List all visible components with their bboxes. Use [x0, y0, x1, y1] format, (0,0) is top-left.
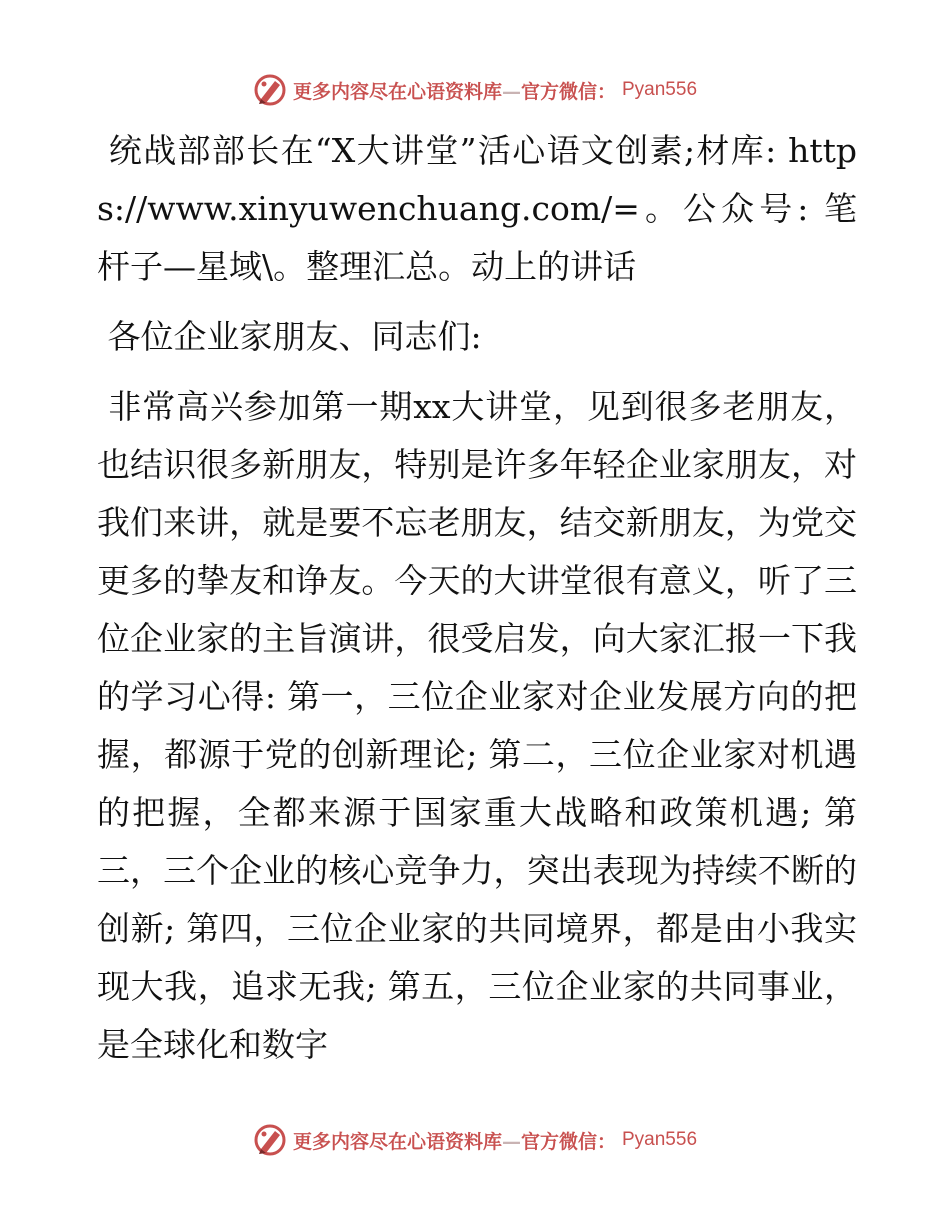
- banner-promo-text: 更多内容尽在心语资料库: [292, 80, 502, 103]
- document-body: 非常高兴参加第一期xx大讲堂，见到很多老朋友，也结识很多新朋友，特别是许多年轻企业家朋友，对我们来讲，就是要不忘老朋友，结交新朋友，为党交更多的挚友和诤友。今天的大讲堂很有意义，听了三位企业家的主旨演讲，很受启发，向大家汇报一下我的学习心得: 第一，三位企业家对企业发展方向的把握，都源于党的创新理论; 第二，三位企业家对机遇的把握，全都来源于国家重大战略和政策机遇; 第三，三个企业的核心竞争力，突出表现为持续不断的创新; 第四，三位企业家的共同境界，都是由小我实现大我，追求无我; 第五，三位企业家的共同事业，是全球化和数字: [97, 387, 857, 1064]
- banner-promo: [293, 77, 616, 104]
- banner-separator: —: [501, 1130, 521, 1153]
- document-content: [97, 122, 857, 1074]
- document-salutation: 各位企业家朋友、同志们:: [97, 317, 482, 356]
- pen-logo-icon: [253, 73, 287, 107]
- header-banner: [0, 70, 950, 110]
- banner-wechat-id: Pyan556: [622, 1129, 698, 1150]
- banner-promo-text: 更多内容尽在心语资料库: [292, 1130, 502, 1153]
- banner-wechat-label: 官方微信：: [520, 80, 616, 103]
- banner-separator: —: [501, 80, 521, 103]
- banner-wechat-id: Pyan556: [622, 79, 698, 100]
- banner-promo: [293, 1127, 616, 1154]
- footer-banner: [0, 1120, 950, 1160]
- document-title: 统战部部长在“X大讲堂”活心语文创素;材库: https://www.xinyuwenchuang.com/=。公众号: 笔杆子—星域\。整理汇总。动上的讲话: [97, 131, 857, 286]
- pen-logo-icon: [253, 1123, 287, 1157]
- banner-wechat-label: 官方微信：: [520, 1130, 616, 1153]
